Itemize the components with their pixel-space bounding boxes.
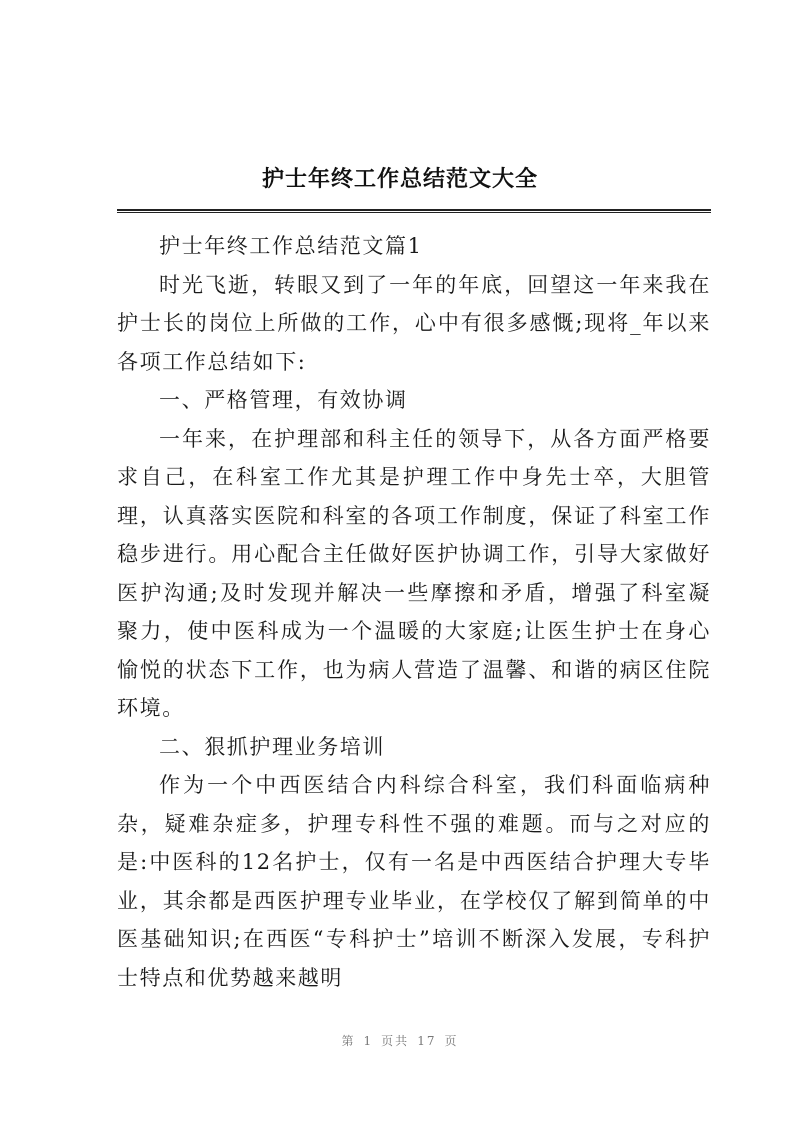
document-title: 护士年终工作总结范文大全 bbox=[261, 167, 538, 192]
body-paragraph-2: 作为一个中西医结合内科综合科室，我们科面临病种杂，疑难杂症多，护理专科性不强的难题。而与之对应的是:中医科的12名护士，仅有一名是中西医结合护理大专毕业，其余都是西医护理专业毕业，在学校仅了解到简单的中医基础知识;在西医“专科护士”培训不断深入发展，专科护士特点和优势越来越明 bbox=[117, 773, 711, 990]
footer-page-number: 1 bbox=[363, 1034, 374, 1048]
title-divider bbox=[117, 209, 711, 213]
section-heading-2: 二、狠抓护理业务培训 bbox=[159, 734, 385, 759]
intro-paragraph: 时光飞逝，转眼又到了一年的年底，回望这一年来我在护士长的岗位上所做的工作，心中有很多感慨;现将_年以来各项工作总结如下: bbox=[117, 272, 711, 374]
body-paragraph-1: 一年来，在护理部和科主任的领导下，从各方面严格要求自己，在科室工作尤其是护理工作中身先士卒，大胆管理，认真落实医院和科室的各项工作制度，保证了科室工作稳步进行。用心配合主任做好医护协调工作，引导大家做好医护沟通;及时发现并解决一些摩擦和矛盾，增强了科室凝聚力，使中医科成为一个温暖的大家庭;让医生护士在身心愉悦的状态下工作，也为病人营造了温馨、和谐的病区住院环境。 bbox=[117, 426, 711, 720]
page-footer bbox=[0, 1032, 800, 1049]
footer-prefix: 第 bbox=[341, 1034, 356, 1048]
footer-suffix: 页 bbox=[444, 1034, 459, 1048]
document-body bbox=[117, 227, 711, 997]
section-heading-article-1: 护士年终工作总结范文篇1 bbox=[159, 234, 423, 258]
section-heading-1: 一、严格管理，有效协调 bbox=[159, 388, 408, 412]
footer-total-pages: 17 bbox=[417, 1034, 437, 1048]
footer-mid: 页共 bbox=[381, 1034, 410, 1048]
